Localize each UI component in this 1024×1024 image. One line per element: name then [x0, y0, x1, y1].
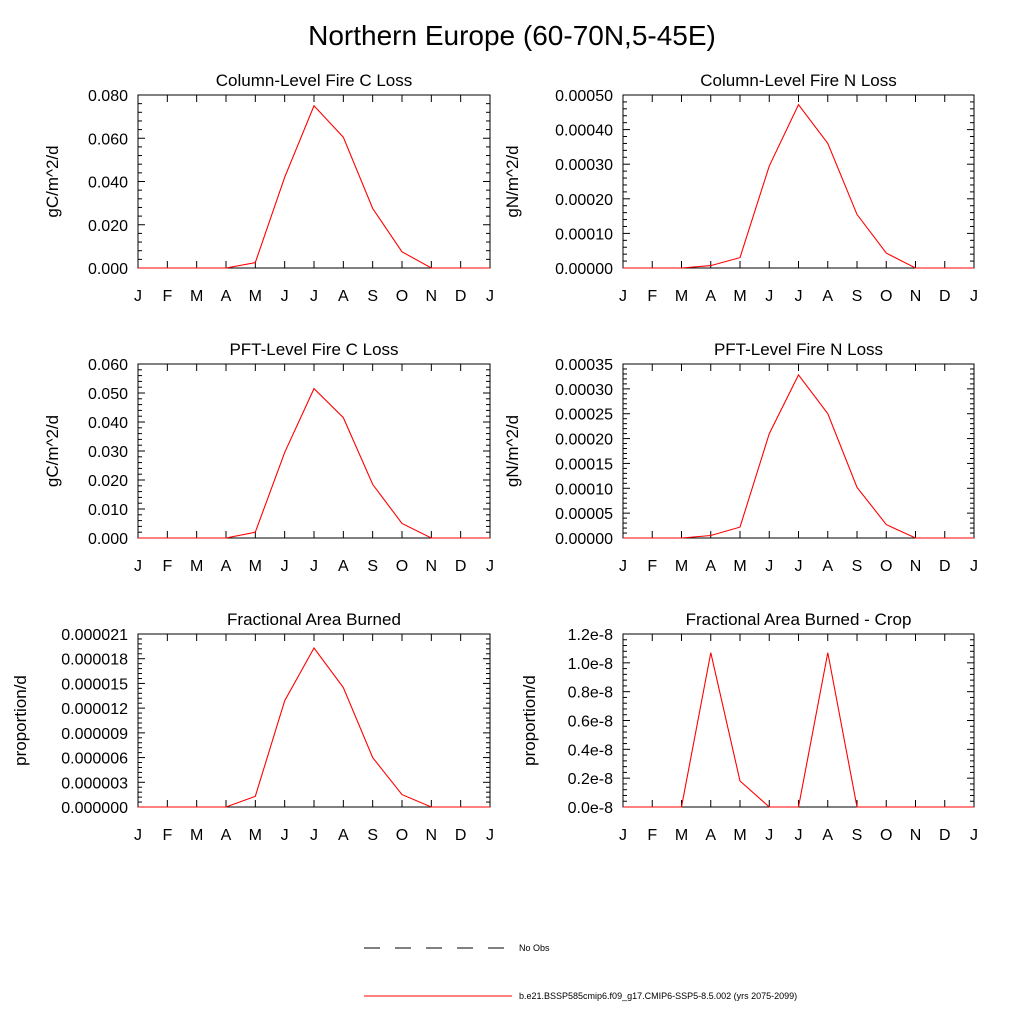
- plot-frame: [623, 634, 974, 807]
- panel-title: PFT-Level Fire C Loss: [229, 340, 399, 359]
- x-tick-label: F: [162, 558, 173, 575]
- x-tick-label: M: [733, 558, 747, 575]
- x-tick-label: J: [970, 288, 978, 305]
- x-tick-label: S: [367, 558, 379, 575]
- x-tick-label: S: [851, 827, 863, 844]
- y-tick-label: 0.000: [87, 261, 128, 278]
- x-tick-label: N: [425, 827, 438, 844]
- x-tick-label: M: [674, 827, 689, 844]
- plot-frame: [623, 95, 974, 268]
- legend: [364, 943, 797, 1001]
- y-tick-label: 0.010: [87, 502, 128, 519]
- x-tick-label: F: [162, 288, 173, 305]
- chart-panel-2: [503, 71, 978, 305]
- x-tick-label: M: [733, 288, 747, 305]
- x-tick-label: J: [486, 288, 494, 305]
- x-tick-label: J: [970, 827, 978, 844]
- x-tick-label: M: [674, 558, 689, 575]
- x-tick-label: J: [486, 827, 494, 844]
- x-tick-label: M: [248, 288, 262, 305]
- plot-frame: [138, 95, 490, 268]
- x-tick-label: J: [280, 558, 289, 575]
- y-tick-label: 0.000021: [61, 627, 128, 644]
- x-tick-label: D: [454, 558, 467, 575]
- y-tick-label: 0.000000: [61, 800, 128, 817]
- x-tick-label: O: [395, 827, 409, 844]
- y-tick-label: 0.6e-8: [567, 713, 613, 731]
- y-axis-label: gN/m^2/d: [503, 414, 522, 488]
- chart-panel-6: [520, 610, 978, 844]
- plot-frame: [138, 364, 490, 538]
- x-tick-label: N: [909, 288, 922, 305]
- x-tick-label: N: [909, 827, 922, 844]
- x-tick-label: M: [733, 827, 747, 844]
- y-tick-label: 0.00050: [555, 88, 613, 105]
- chart-panel-3: [43, 340, 494, 575]
- y-tick-label: 0.00030: [555, 381, 613, 399]
- x-tick-label: D: [938, 827, 951, 844]
- y-tick-label: 0.00040: [555, 122, 613, 140]
- x-tick-label: M: [190, 288, 204, 305]
- y-tick-label: 0.040: [87, 415, 128, 432]
- y-tick-label: 1.0e-8: [567, 655, 613, 673]
- x-tick-label: D: [938, 288, 951, 305]
- x-tick-label: M: [248, 558, 262, 575]
- x-tick-label: S: [851, 288, 863, 305]
- legend-label-1: No Obs: [519, 943, 550, 953]
- x-tick-label: A: [822, 827, 834, 844]
- x-tick-label: S: [851, 558, 863, 575]
- x-tick-label: M: [190, 827, 204, 844]
- x-tick-label: A: [337, 288, 349, 305]
- x-tick-label: O: [880, 827, 893, 844]
- x-tick-label: N: [425, 558, 438, 575]
- series-line: [623, 375, 974, 538]
- x-tick-label: J: [794, 558, 803, 575]
- y-tick-label: 0.000: [87, 531, 128, 548]
- y-axis-label: gC/m^2/d: [43, 145, 62, 218]
- x-tick-label: O: [395, 558, 409, 575]
- y-tick-label: 0.00010: [555, 481, 613, 499]
- x-tick-label: J: [794, 827, 803, 844]
- panel-title: Fractional Area Burned - Crop: [685, 610, 912, 629]
- x-tick-label: J: [134, 558, 142, 575]
- y-tick-label: 0.000018: [61, 651, 128, 669]
- x-tick-label: A: [220, 558, 232, 575]
- x-tick-label: J: [280, 827, 289, 844]
- y-axis-label: gN/m^2/d: [503, 145, 522, 218]
- y-tick-label: 0.000003: [61, 775, 128, 793]
- y-tick-label: 0.00035: [555, 357, 613, 374]
- y-tick-label: 0.00025: [555, 406, 613, 424]
- y-tick-label: 0.00020: [555, 191, 613, 209]
- x-tick-label: A: [220, 288, 232, 305]
- y-tick-label: 0.030: [87, 444, 128, 461]
- x-tick-label: J: [310, 558, 318, 575]
- y-tick-label: 0.000006: [61, 750, 128, 768]
- plot-frame: [623, 364, 974, 538]
- y-tick-label: 0.00010: [555, 226, 613, 244]
- series-line: [138, 106, 490, 268]
- x-tick-label: M: [190, 558, 204, 575]
- y-axis-label: proportion/d: [11, 675, 30, 766]
- y-tick-label: 0.060: [87, 131, 128, 149]
- x-tick-label: J: [619, 288, 627, 305]
- series-line: [138, 648, 490, 807]
- y-tick-label: 0.00000: [555, 261, 613, 278]
- x-tick-label: S: [367, 827, 379, 844]
- x-tick-label: A: [705, 827, 717, 844]
- series-line: [623, 653, 974, 807]
- x-tick-label: F: [162, 827, 173, 844]
- y-tick-label: 0.00000: [555, 531, 613, 548]
- x-tick-label: A: [822, 288, 834, 305]
- x-tick-label: O: [880, 288, 893, 305]
- x-tick-label: F: [647, 288, 658, 305]
- figure-title: Northern Europe (60-70N,5-45E): [308, 20, 716, 51]
- y-axis-label: gC/m^2/d: [43, 414, 62, 488]
- y-tick-label: 0.00015: [555, 456, 613, 474]
- x-tick-label: J: [486, 558, 494, 575]
- chart-panel-4: [503, 340, 978, 575]
- x-tick-label: J: [280, 288, 289, 305]
- y-tick-label: 0.000012: [61, 701, 128, 719]
- x-tick-label: J: [310, 827, 318, 844]
- x-tick-label: J: [619, 558, 627, 575]
- x-tick-label: N: [425, 288, 438, 305]
- x-tick-label: D: [454, 827, 467, 844]
- x-tick-label: J: [765, 827, 774, 844]
- panel-title: Fractional Area Burned: [227, 610, 401, 629]
- x-tick-label: A: [822, 558, 834, 575]
- x-tick-label: J: [134, 827, 142, 844]
- x-tick-label: D: [454, 288, 467, 305]
- x-tick-label: O: [880, 558, 893, 575]
- x-tick-label: N: [909, 558, 922, 575]
- y-tick-label: 0.020: [87, 217, 128, 235]
- y-tick-label: 0.00020: [555, 431, 613, 449]
- y-tick-label: 0.2e-8: [567, 771, 613, 789]
- x-tick-label: A: [705, 558, 717, 575]
- y-tick-label: 0.0e-8: [567, 800, 613, 817]
- x-tick-label: J: [619, 827, 627, 844]
- x-tick-label: A: [220, 827, 232, 844]
- panel-title: PFT-Level Fire N Loss: [713, 340, 884, 359]
- x-tick-label: O: [395, 288, 409, 305]
- panel-title: Column-Level Fire C Loss: [215, 71, 413, 90]
- x-tick-label: F: [647, 827, 658, 844]
- y-tick-label: 0.00030: [555, 157, 613, 175]
- x-tick-label: A: [705, 288, 717, 305]
- y-tick-label: 0.020: [87, 473, 128, 490]
- x-tick-label: A: [337, 558, 349, 575]
- y-tick-label: 0.080: [87, 88, 128, 105]
- y-axis-label: proportion/d: [520, 675, 539, 766]
- x-tick-label: J: [310, 288, 318, 305]
- y-tick-label: 0.050: [87, 386, 128, 403]
- panel-title: Column-Level Fire N Loss: [700, 71, 897, 90]
- x-tick-label: J: [765, 558, 774, 575]
- x-tick-label: A: [337, 827, 349, 844]
- chart-panel-1: [43, 71, 494, 305]
- y-tick-label: 0.000009: [61, 725, 128, 743]
- y-tick-label: 0.8e-8: [567, 684, 613, 702]
- x-tick-label: J: [970, 558, 978, 575]
- x-tick-label: M: [248, 827, 262, 844]
- y-tick-label: 0.00005: [555, 506, 613, 524]
- y-tick-label: 1.2e-8: [567, 627, 613, 644]
- x-tick-label: J: [794, 288, 803, 305]
- x-tick-label: J: [134, 288, 142, 305]
- y-tick-label: 0.060: [87, 357, 128, 374]
- x-tick-label: J: [765, 288, 774, 305]
- y-tick-label: 0.040: [87, 174, 128, 192]
- series-line: [623, 105, 974, 268]
- x-tick-label: S: [367, 288, 379, 305]
- chart-panel-5: [11, 610, 494, 844]
- x-tick-label: F: [647, 558, 658, 575]
- y-tick-label: 0.000015: [61, 676, 128, 694]
- y-tick-label: 0.4e-8: [567, 742, 613, 760]
- x-tick-label: M: [674, 288, 689, 305]
- series-line: [138, 389, 490, 538]
- x-tick-label: D: [938, 558, 951, 575]
- plot-frame: [138, 634, 490, 807]
- legend-label-2: b.e21.BSSP585cmip6.f09_g17.CMIP6-SSP5-8.5.002 (yrs 2075-2099): [519, 991, 798, 1001]
